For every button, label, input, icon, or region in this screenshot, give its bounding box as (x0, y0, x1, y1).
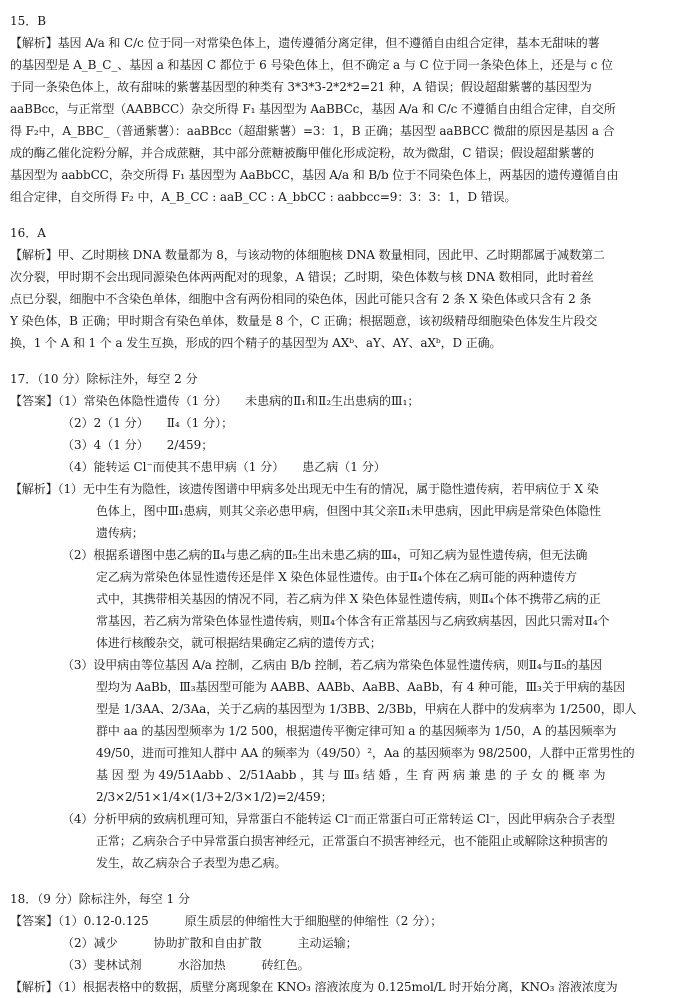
text-line: （2）根据系谱图中患乙病的Ⅱ₄与患乙病的Ⅱ₅生出未患乙病的Ⅲ₄，可知乙病为显性遗传病，但无法确 (62, 548, 588, 562)
answer-item: （3）4（1 分） 2/459； (62, 438, 214, 452)
text-line: 基 因 型 为 49/51Aabb 、2/51Aabb ，其 与 Ⅲ₃ 结 婚 ，生 育 两 病 兼 患 的 子 女 的 概 率 为 (96, 768, 606, 782)
question-16-analysis (10, 244, 682, 354)
question-17-analysis (10, 478, 682, 874)
answer-item: （2）2（1 分） Ⅱ₄（1 分）； (62, 416, 234, 430)
text-line: 【解析】（1）无中生有为隐性，该遗传图谱中甲病多处出现无中生有的情况，属于隐性遗传病，若甲病位于 X 染 (10, 482, 599, 496)
question-15 (10, 10, 682, 208)
answer-item: （1）常染色体隐性遗传（1 分） 未患病的Ⅱ₁和Ⅱ₂生出患病的Ⅲ₁； (58, 394, 420, 408)
answer-item: （1）0.12-0.125 原生质层的伸缩性大于细胞壁的伸缩性（2 分）； (58, 914, 443, 928)
question-17 (10, 368, 682, 874)
question-17-head: 17．（10 分）除标注外，每空 2 分 (10, 372, 198, 386)
question-18-answers (10, 910, 682, 976)
text-line: aaBBcc，与正常型（AABBCC）杂交所得 F₁ 基因型为 AaBBCc，基因 A/a 和 C/c 不遵循自由组合定律，自交所 (10, 102, 616, 116)
text-line: 色体上，图中Ⅲ₁患病，则其父亲必患甲病，但图中其父亲Ⅱ₁未甲患病，因此甲病是常染色体隐性 (96, 504, 601, 518)
question-18-head: 18．（9 分）除标注外，每空 1 分 (10, 892, 190, 906)
question-18 (10, 888, 682, 998)
question-17-answers (10, 390, 682, 478)
text-line: 【解析】甲、乙时期核 DNA 数量都为 8，与该动物的体细胞核 DNA 数量相同，因此甲、乙时期都属于减数第二 (10, 248, 605, 262)
text-line: 基因型为 aabbCC，杂交所得 F₁ 基因型为 AaBbCC，基因 A/a 和 B/b 位于不同染色体上，两基因的遗传遵循自由 (10, 168, 619, 182)
text-line: 的基因型是 A_B_C_、基因 a 和基因 C 都位于 6 号染色体上，但不确定 a 与 C 位于同一条染色体上，还是与 c 位 (10, 58, 613, 72)
text-line: 体进行核酸杂交，就可根据结果确定乙病的遗传方式； (96, 636, 382, 650)
text-line: 常基因，若乙病为常染色体显性遗传病，则Ⅱ₄个体含有正常基因与乙病致病基因，因此只需对Ⅱ₄个 (96, 614, 610, 628)
text-line: 49/50，进而可推知人群中 AA 的频率为（49/50）²，Aa 的基因频率为 98/2500，人群中正常男性的 (96, 746, 635, 760)
question-16-head: 16．A (10, 226, 46, 240)
text-line: 组合定律，自交所得 F₂ 中，A_B_CC : aaB_CC : A_bbCC : aabbcc=9：3：3：1，D 错误。 (10, 190, 517, 204)
text-line: 成的酶乙催化淀粉分解，并合成蔗糖，其中部分蔗糖被酶甲催化形成淀粉，故为微甜，C 错误；假设超甜紫薯的 (10, 146, 595, 160)
answer-label: 【答案】 (10, 394, 59, 408)
text-line: （3）设甲病由等位基因 A/a 控制，乙病由 B/b 控制，若乙病为常染色体显性遗传病，则Ⅱ₄与Ⅱ₅的基因 (62, 658, 602, 672)
text-line: 点已分裂，细胞中不含染色单体，细胞中含有两份相同的染色体，因此可能只含有 2 条 X 染色体或只含有 2 条 (10, 292, 592, 306)
text-line: 遗传病； (96, 526, 144, 540)
text-line: 群中 aa 的基因型频率为 1/2 500，根据遗传平衡定律可知 a 的基因频率为 1/50，A 的基因频率为 (96, 724, 617, 738)
text-line: 【解析】（1）根据表格中的数据，质壁分离现象在 KNO₃ 溶液浓度为 0.125mol/L 时开始分离，KNO₃ 溶液浓度为 (10, 980, 618, 994)
question-15-analysis (10, 32, 682, 208)
answer-item: （2）减少 协助扩散和自由扩散 主动运输； (62, 936, 358, 950)
text-line: 得 F₂中，A_BBC_（普通紫薯）：aaBBcc（超甜紫薯）=3：1，B 正确；基因型 aaBBCC 微甜的原因是基因 a 合 (10, 124, 615, 138)
text-line: 2/3×2/51×1/4×(1/3+2/3×1/2)=2/459； (96, 790, 333, 804)
text-line: 式中，其携带相关基因的情况不同，若乙病为伴 X 染色体显性遗传病，则Ⅱ₄个体不携带乙病的正 (96, 592, 601, 606)
question-16 (10, 222, 682, 354)
text-line: 发生，故乙病杂合子表型为患乙病。 (96, 856, 287, 870)
answer-item: （3）斐林试剂 水浴加热 砖红色。 (62, 958, 310, 972)
text-line: 于同一条染色体上，故有甜味的紫薯基因型的种类有 3*3*3-2*2*2=21 种，A 错误；假设超甜紫薯的基因型为 (10, 80, 592, 94)
text-line: 定乙病为常染色体显性遗传还是伴 X 染色体显性遗传。由于Ⅱ₄个体在乙病可能的两种遗传方 (96, 570, 577, 584)
text-line: 【解析】基因 A/a 和 C/c 位于同一对常染色体上，遗传遵循分离定律，但不遵循自由组合定律，基本无甜味的薯 (10, 36, 600, 50)
text-line: （4）分析甲病的致病机理可知，异常蛋白不能转运 Cl⁻而正常蛋白可正常转运 Cl⁻，因此甲病杂合子表型 (62, 812, 615, 826)
text-line: 次分裂，甲时期不会出现同源染色体两两配对的现象，A 错误；乙时期，染色体数与核 DNA 数相同，此时着丝 (10, 270, 594, 284)
question-15-head: 15．B (10, 14, 47, 28)
text-line: 型均为 AaBb，Ⅲ₃基因型可能为 AABB、AABb、AaBB、AaBb，有 4 种可能，Ⅲ₃关于甲病的基因 (96, 680, 626, 694)
answer-label: 【答案】 (10, 914, 59, 928)
text-line: 正常；乙病杂合子中异常蛋白损害神经元，正常蛋白不损害神经元，也不能阻止或解除这种损害的 (96, 834, 608, 848)
text-line: Y 染色体，B 正确；甲时期含有染色单体，数量是 8 个，C 正确；根据题意，该初级精母细胞染色体发生片段交 (10, 314, 598, 328)
text-line: 型是 1/3AA、2/3Aa，关于乙病的基因型为 1/3BB、2/3Bb，甲病在人群中的发病率为 1/2500，即人 (96, 702, 637, 716)
answer-item: （4）能转运 Cl⁻而使其不患甲病（1 分） 患乙病（1 分） (62, 460, 386, 474)
text-line: 换，1 个 A 和 1 个 a 发生互换，形成的四个精子的基因型为 AXᵇ、aY、AY、aXᵇ，D 正确。 (10, 336, 502, 350)
